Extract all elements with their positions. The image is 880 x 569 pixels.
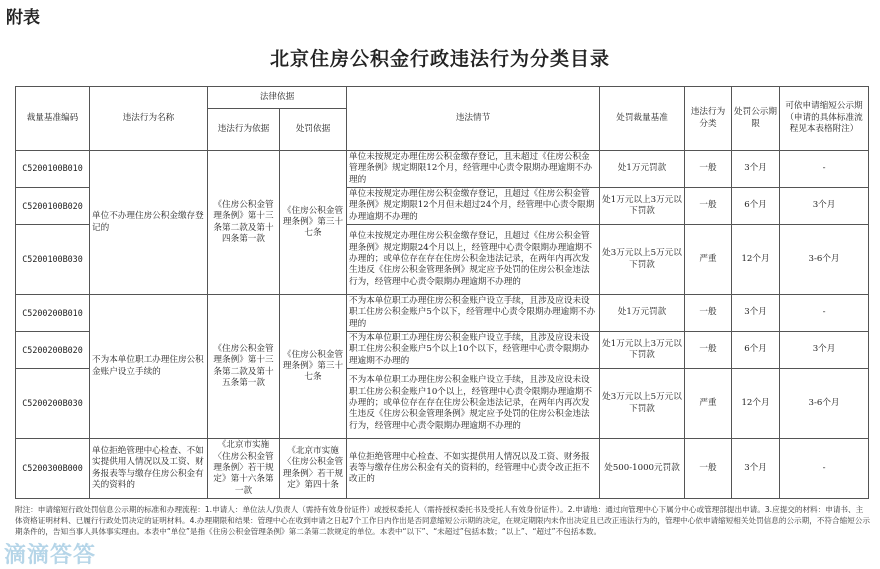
penalty-basis-cell: 《北京市实施〈住房公积金管理条例〉若干规定》第四十条 [280, 439, 347, 499]
header-penalty-basis: 处罚依据 [280, 109, 347, 151]
code-cell: C5200300B000 [16, 439, 90, 499]
class-cell: 一般 [685, 188, 732, 225]
circumstance-cell: 不为本单位职工办理住房公积金账户设立手续，且涉及应设未设职工住房公积金账户5个以下，经管理中心责令限期办理逾期不办理的 [347, 295, 600, 332]
class-cell: 一般 [685, 295, 732, 332]
violation-basis-cell: 《住房公积金管理条例》第十三条第二款及第十四条第一款 [208, 151, 280, 295]
period-cell: 6个月 [732, 188, 780, 225]
shortened-cell: - [780, 151, 869, 188]
annex-label: 附表 [6, 8, 40, 28]
penalty-basis-cell: 《住房公积金管理条例》第三十七条 [280, 295, 347, 439]
shortened-cell: 3个月 [780, 332, 869, 369]
class-cell: 严重 [685, 369, 732, 439]
header-penalty-standard: 处罚裁量基准 [600, 87, 685, 151]
circumstance-cell: 单位未按规定办理住房公积金缴存登记，且超过《住房公积金管理条例》规定期限12个月但未超过24个月，经管理中心责令限期办理逾期不办理的 [347, 188, 600, 225]
violation-basis-cell: 《住房公积金管理条例》第十三条第二款及第十五条第一款 [208, 295, 280, 439]
watermark-logo: 滴滴答答 [4, 543, 97, 568]
code-cell: C5200100B030 [16, 225, 90, 295]
shortened-cell: 3-6个月 [780, 369, 869, 439]
header-code: 裁量基准编码 [16, 87, 90, 151]
header-classification: 违法行为分类 [685, 87, 732, 151]
penalty-basis-cell: 《住房公积金管理条例》第三十七条 [280, 151, 347, 295]
circumstance-cell: 单位未按规定办理住房公积金缴存登记，且未超过《住房公积金管理条例》规定期限12个月，经管理中心责令限期办理逾期不办理的 [347, 151, 600, 188]
standard-cell: 处1万元罚款 [600, 151, 685, 188]
standard-cell: 处3万元以上5万元以下罚款 [600, 369, 685, 439]
header-violation-basis: 违法行为依据 [208, 109, 280, 151]
code-cell: C5200200B010 [16, 295, 90, 332]
circumstance-cell: 不为本单位职工办理住房公积金账户设立手续，且涉及应设未设职工住房公积金账户5个以上10个以下，经管理中心责令限期办理逾期不办理的 [347, 332, 600, 369]
class-cell: 一般 [685, 439, 732, 499]
header-shortened-period: 可依申请缩短公示期（申请的具体标准流程见本表格附注） [780, 87, 869, 151]
class-cell: 一般 [685, 332, 732, 369]
behavior-name-cell: 单位拒绝管理中心检查、不如实提供用人情况以及工资、财务报表等与缴存住房公积金有关的资料的 [90, 439, 208, 499]
circumstance-cell: 单位拒绝管理中心检查、不如实提供用人情况以及工资、财务报表等与缴存住房公积金有关的资料的，经管理中心责令改正拒不改正的 [347, 439, 600, 499]
standard-cell: 处1万元以上3万元以下罚款 [600, 188, 685, 225]
period-cell: 12个月 [732, 225, 780, 295]
period-cell: 3个月 [732, 151, 780, 188]
shortened-cell: - [780, 439, 869, 499]
circumstance-cell: 不为本单位职工办理住房公积金账户设立手续，且涉及应设未设职工住房公积金账户10个以上，经管理中心责令限期办理逾期不办理的；或单位存在存在住房公积金违法记录，在两年内再次发生违反《住房公积金管理条例》规定应予处罚的住房公积金违法行为，经管理中心责令限期办理逾期不办理的 [347, 369, 600, 439]
period-cell: 12个月 [732, 369, 780, 439]
header-behavior-name: 违法行为名称 [90, 87, 208, 151]
shortened-cell: - [780, 295, 869, 332]
header-publicity-period: 处罚公示期限 [732, 87, 780, 151]
class-cell: 一般 [685, 151, 732, 188]
violation-basis-cell: 《北京市实施〈住房公积金管理条例〉若干规定》第十六条第一款 [208, 439, 280, 499]
standard-cell: 处1万元以上3万元以下罚款 [600, 332, 685, 369]
period-cell: 3个月 [732, 295, 780, 332]
behavior-name-cell: 单位不办理住房公积金缴存登记的 [90, 151, 208, 295]
circumstance-cell: 单位未按规定办理住房公积金缴存登记，且超过《住房公积金管理条例》规定期限24个月以上，经管理中心责令限期办理逾期不办理的；或单位存在存在住房公积金违法记录，在两年内再次发生违反《住房公积金管理条例》规定应予处罚的住房公积金违法行为，经管理中心责令限期办理逾期不办理的 [347, 225, 600, 295]
class-cell: 严重 [685, 225, 732, 295]
shortened-cell: 3-6个月 [780, 225, 869, 295]
standard-cell: 处1万元罚款 [600, 295, 685, 332]
code-cell: C5200100B020 [16, 188, 90, 225]
table-row [16, 439, 869, 499]
behavior-name-cell: 不为本单位职工办理住房公积金账户设立手续的 [90, 295, 208, 439]
period-cell: 6个月 [732, 332, 780, 369]
page-title: 北京住房公积金行政违法行为分类目录 [269, 48, 610, 70]
code-cell: C5200200B020 [16, 332, 90, 369]
header-circumstances: 违法情节 [347, 87, 600, 151]
standard-cell: 处3万元以上5万元以下罚款 [600, 225, 685, 295]
violation-classification-table [15, 86, 869, 499]
period-cell: 3个月 [732, 439, 780, 499]
table-row [16, 151, 869, 188]
table-footnote: 附注：申请缩短行政处罚信息公示期的标准和办理流程：1.申请人：单位法人/负责人（需持有效身份证件）或授权委托人（需持授权委托书及受托人有效身份证件）。2.申请地：通过向管理中心下属分中心或管理部提出申请。3.应提交的材料：申请书、主体资格证明材料、已履行行政处罚决定的证明材料。4.办理期限和结果：管理中心在收到申请之日起7个工作日内作出是否同意缩短公示期的决定，在规定期限内未作出决定且已改正违法行为的，管理中心依申请缩短相关处罚信息的公示期，不符合缩短公示期条件的，告知当事人具体事实理由。本表中“单位”是指《住房公积金管理条例》第二条第二款规定的单位。本表中“以下”、“未超过”包括本数；“以上”、“超过”不包括本数。 [15, 505, 870, 536]
code-cell: C5200200B030 [16, 369, 90, 439]
shortened-cell: 3个月 [780, 188, 869, 225]
table-row [16, 295, 869, 332]
header-legal-basis: 法律依据 [208, 87, 347, 109]
standard-cell: 处500-1000元罚款 [600, 439, 685, 499]
code-cell: C5200100B010 [16, 151, 90, 188]
